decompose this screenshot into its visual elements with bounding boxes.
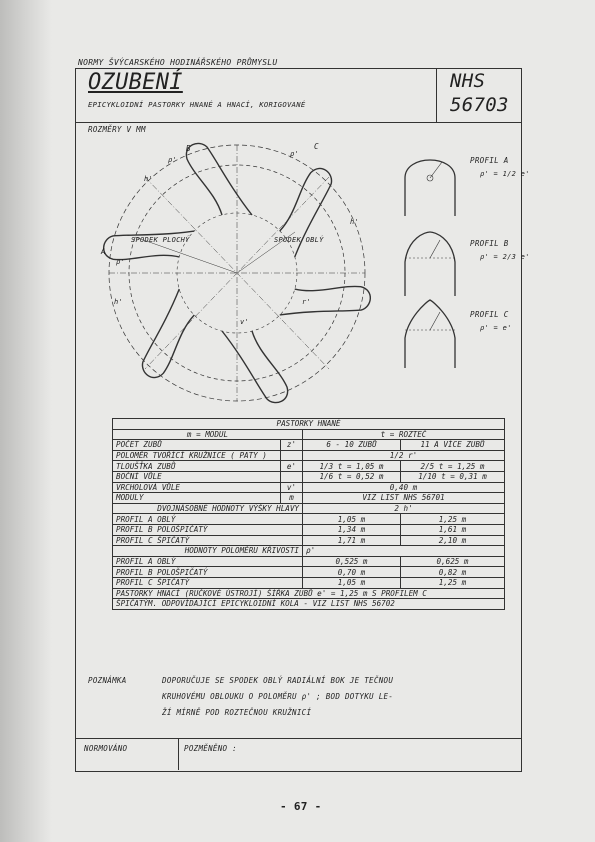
units-note: ROZMĚRY V MM	[88, 125, 146, 134]
table-footer-2: ŠPIČATÝM. ODPOVÍDAJÍCÍ EPICYKLOIDNÍ KOLA - VIZ LIST NHS 56702	[113, 599, 505, 610]
spec-table	[112, 418, 505, 610]
std-number: 56703	[450, 94, 509, 116]
table-footer-1: PASTORKY HNACÍ (RUČKOVÉ ÚSTROJÍ) ŠÍŘKA ZUBŮ e' = 1,25 m S PROFILEM C	[113, 588, 505, 599]
roztec-label: t = ROZTEČ	[303, 429, 505, 440]
profile-b-shape	[400, 228, 460, 298]
table-row: PROFIL C ŠPIČATÝ 1,05 m 1,25 m	[113, 577, 505, 588]
profile-c-formula: ρ' = e'	[480, 324, 512, 332]
profile-a-label: PROFIL A	[470, 156, 509, 165]
label-b: B	[186, 144, 191, 153]
note-line-3: ŽÍ MÍRNĚ POD ROZTEČNOU KRUŽNICÍ	[162, 708, 312, 717]
profile-a-shape	[400, 148, 460, 218]
table-row: PROFIL A OBLÝ 1,05 m 1,25 m	[113, 514, 505, 525]
table-row: POČET ZUBŮ z' 6 - 10 ZUBŮ 11 A VÍCE ZUBŮ	[113, 440, 505, 451]
pinion-drawing	[95, 137, 395, 407]
v-label: v'	[240, 318, 250, 326]
flat-root-label: SPODEK PLOCHÝ	[131, 236, 190, 244]
h-label-b: h'	[144, 175, 154, 183]
rho-label-c: ρ'	[290, 150, 300, 158]
radius-sym: ρ'	[303, 546, 505, 557]
zmeneno-label: POZMĚNĚNO :	[184, 744, 237, 753]
r-label: r'	[302, 298, 312, 306]
doc-title: OZUBENÍ	[88, 70, 183, 95]
table-row: VRCHOLOVÁ VŮLE v' 0,40 m	[113, 482, 505, 493]
footer-top-line	[75, 738, 522, 739]
series-title: NORMY ŠVÝCARSKÉHO HODINÁŘSKÉHO PRŮMYSLU	[78, 58, 278, 67]
radius-header: HODNOTY POLOMĚRU KŘIVOSTI	[113, 546, 303, 557]
title-bottom-line	[75, 122, 522, 123]
profile-c-label: PROFIL C	[470, 310, 509, 319]
page-shadow	[0, 0, 52, 842]
rho-label-a: ρ'	[116, 258, 126, 266]
std-name: NHS	[450, 70, 486, 92]
rho-label-b: ρ'	[168, 156, 178, 164]
table-row: PROFIL C ŠPIČATÝ 1,71 m 2,10 m	[113, 535, 505, 546]
table-row: PROFIL B POLOŠPIČATÝ 0,70 m 0,82 m	[113, 567, 505, 578]
note-line-1: DOPORUČUJE SE SPODEK OBLÝ RADIÁLNÍ BOK JE TEČNOU	[162, 676, 394, 685]
profile-b-formula: ρ' = 2/3 e'	[480, 253, 530, 261]
profile-c-shape	[400, 298, 460, 370]
double-sym: 2 h'	[303, 503, 505, 514]
round-root-label: SPODEK OBLÝ	[274, 236, 324, 244]
note-label: POZNÁMKA	[88, 676, 127, 685]
profile-b-label: PROFIL B	[470, 239, 509, 248]
note-line-2: KRUHOVÉMU OBLOUKU O POLOMĚRU ρ' ; BOD DOTYKU LE-	[162, 692, 394, 701]
table-title: PASTORKY HNANÉ	[113, 419, 505, 430]
h-label-c: h'	[350, 218, 360, 226]
h-label-a: h'	[114, 298, 124, 306]
profile-a-formula: ρ' = 1/2 e'	[480, 170, 530, 178]
table-row: TLOUŠŤKA ZUBŮ e' 1/3 t = 1,05 m 2/5 t = 1,25 m	[113, 461, 505, 472]
table-row: BOČNÍ VŮLE 1/6 t = 0,52 m 1/10 t = 0,31 m	[113, 471, 505, 482]
footer-divider	[178, 738, 179, 770]
modul-label: m = MODUL	[113, 429, 303, 440]
table-row: PROFIL B POLOŠPIČATÝ 1,34 m 1,61 m	[113, 524, 505, 535]
doc-subtitle: EPICYKLOIDNÍ PASTORKY HNANÉ A HNACÍ, KORIGOVANÉ	[88, 100, 306, 109]
title-divider	[436, 68, 437, 122]
normovano-label: NORMOVÁNO	[84, 744, 128, 753]
table-row: PROFIL A OBLÝ 0,525 m 0,625 m	[113, 556, 505, 567]
table-row: MODULY m VIZ LIST NHS 56701	[113, 493, 505, 504]
page-number: - 67 -	[280, 800, 322, 813]
double-header: DVOJNÁSOBNÉ HODNOTY VÝŠKY HLAVY	[113, 503, 303, 514]
label-c: C	[314, 142, 319, 151]
label-a: A	[101, 247, 106, 256]
table-row: POLOMĚR TVOŘÍCÍ KRUŽNICE ( PATY ) 1/2 r'	[113, 450, 505, 461]
